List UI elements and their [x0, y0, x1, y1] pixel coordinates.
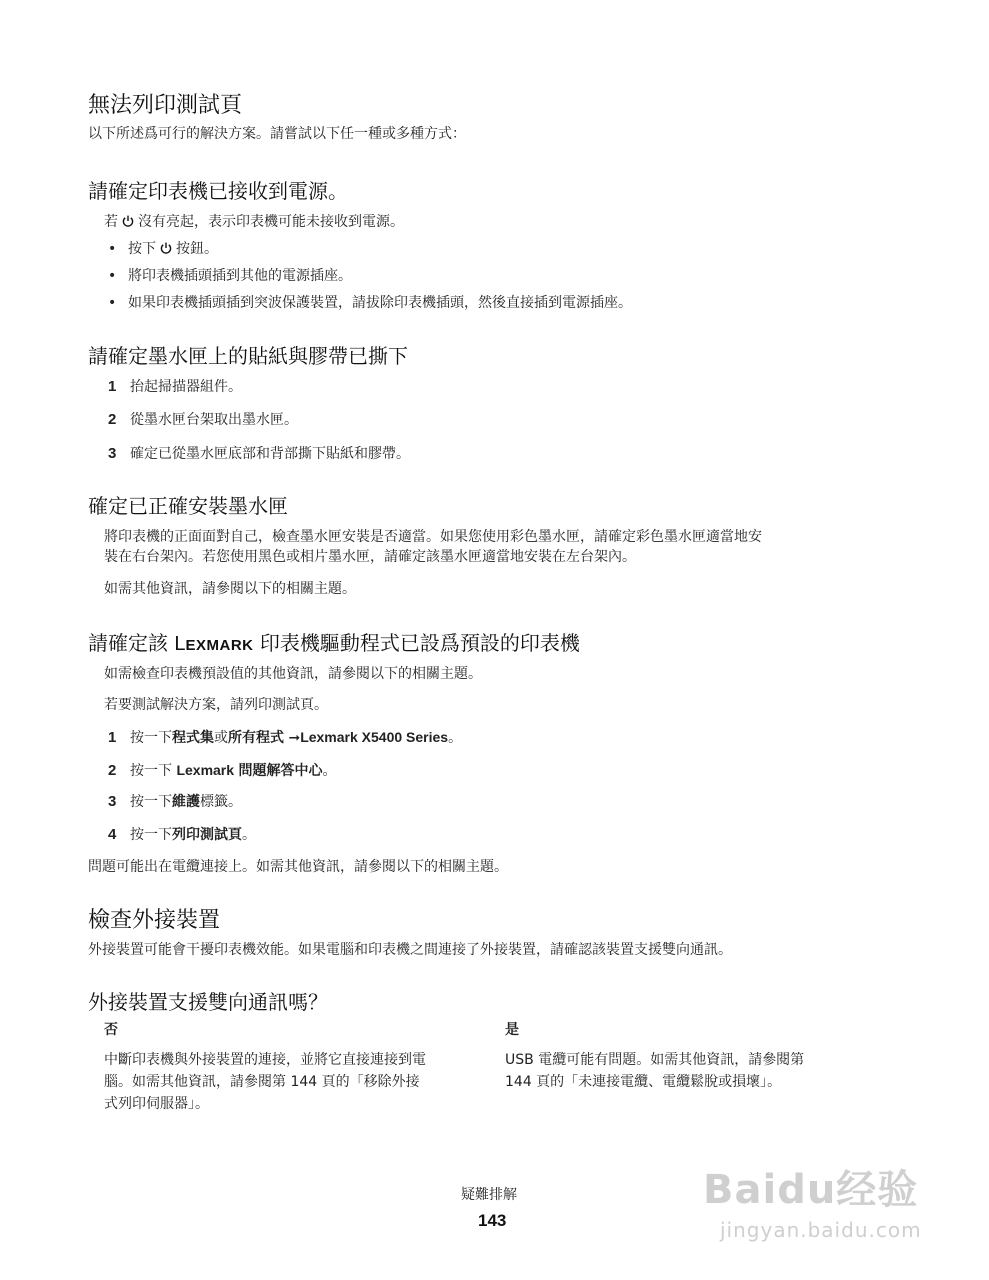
external-device-body: 外接裝置可能會干擾印表機效能。如果電腦和印表機之間連接了外接裝置，請確認該裝置支援雙向通訊。 [88, 942, 732, 958]
heading-default-printer: 請確定該 LEXMARK 印表機驅動程式已設爲預設的印表機 [88, 631, 580, 655]
numbered-step: 2 按一下 Lexmark 問題解答中心。 [108, 762, 337, 779]
heading-sticker-check: 請確定墨水匣上的貼紙與膠帶已撕下 [88, 344, 408, 368]
numbered-step: 3 確定已從墨水匣底部和背部撕下貼紙和膠帶。 [108, 445, 410, 462]
arrow-icon: ➞ [288, 730, 301, 746]
install-check-more-info: 如需其他資訊，請參閱以下的相關主題。 [104, 581, 356, 597]
column-header-no: 否 [104, 1022, 118, 1038]
numbered-step: 4 按一下列印測試頁。 [108, 826, 256, 843]
power-check-intro: 若 沒有亮起，表示印表機可能未接收到電源。 [104, 214, 404, 230]
section-intro: 以下所述爲可行的解決方案。請嘗試以下任一種或多種方式： [88, 126, 466, 142]
bullet-item: • 按下 按鈕。 [108, 241, 218, 257]
no-answer-line1: 中斷印表機與外接裝置的連接，並將它直接連接到電 [104, 1052, 426, 1068]
yes-answer-line2: 144 頁的「未連接電纜、電纜鬆脫或損壞」。 [505, 1074, 782, 1090]
power-icon [160, 242, 172, 254]
install-check-body-line1: 將印表機的正面面對自己，檢查墨水匣安裝是否適當。如果您使用彩色墨水匣，請確定彩色墨水匣適當地安 [104, 529, 762, 545]
heading-bidirectional: 外接裝置支援雙向通訊嗎？ [88, 990, 328, 1014]
heading-install-check: 確定已正確安裝墨水匣 [88, 494, 288, 518]
column-header-yes: 是 [505, 1022, 519, 1038]
bullet-item: • 如果印表機插頭插到突波保護裝置，請拔除印表機插頭，然後直接插到電源插座。 [108, 295, 632, 311]
watermark-logo: Baidu经验 [703, 1167, 919, 1213]
bullet-glyph: • [108, 241, 117, 257]
power-icon [122, 215, 134, 227]
bullet-glyph: • [108, 268, 117, 284]
numbered-step: 1 抬起掃描器組件。 [108, 378, 242, 395]
default-printer-intro2: 若要測試解決方案，請列印測試頁。 [104, 697, 328, 713]
section-title-external-device: 檢查外接裝置 [88, 908, 221, 933]
no-answer-line3: 式列印伺服器」。 [104, 1096, 209, 1112]
bullet-item: • 將印表機插頭插到其他的電源插座。 [108, 268, 352, 284]
heading-power-check: 請確定印表機已接收到電源。 [88, 179, 348, 203]
install-check-body-line2: 裝在右台架內。若您使用黑色或相片墨水匣，請確定該墨水匣適當地安裝在左台架內。 [104, 549, 636, 565]
section-title-cannot-print-test-page: 無法列印測試頁 [88, 93, 243, 118]
default-printer-intro1: 如需檢查印表機預設值的其他資訊，請參閱以下的相關主題。 [104, 666, 482, 682]
footer-section-label: 疑難排解 [461, 1187, 517, 1203]
watermark-url: jingyan.baidu.com [720, 1218, 922, 1242]
page-number: 143 [478, 1211, 507, 1230]
brand-initial: L [174, 633, 186, 655]
default-printer-after: 問題可能出在電纜連接上。如需其他資訊，請參閱以下的相關主題。 [88, 859, 508, 875]
brand-rest: EXMARK [185, 637, 254, 654]
yes-answer-line1: USB 電纜可能有問題。如需其他資訊，請參閱第 [505, 1052, 805, 1068]
numbered-step: 3 按一下維護標籤。 [108, 793, 242, 810]
numbered-step: 1 按一下程式集或所有程式 ➞Lexmark X5400 Series。 [108, 729, 463, 746]
no-answer-line2: 腦。如需其他資訊，請參閱第 144 頁的「移除外接 [104, 1074, 420, 1090]
bullet-glyph: • [108, 295, 117, 311]
numbered-step: 2 從墨水匣台架取出墨水匣。 [108, 411, 298, 428]
